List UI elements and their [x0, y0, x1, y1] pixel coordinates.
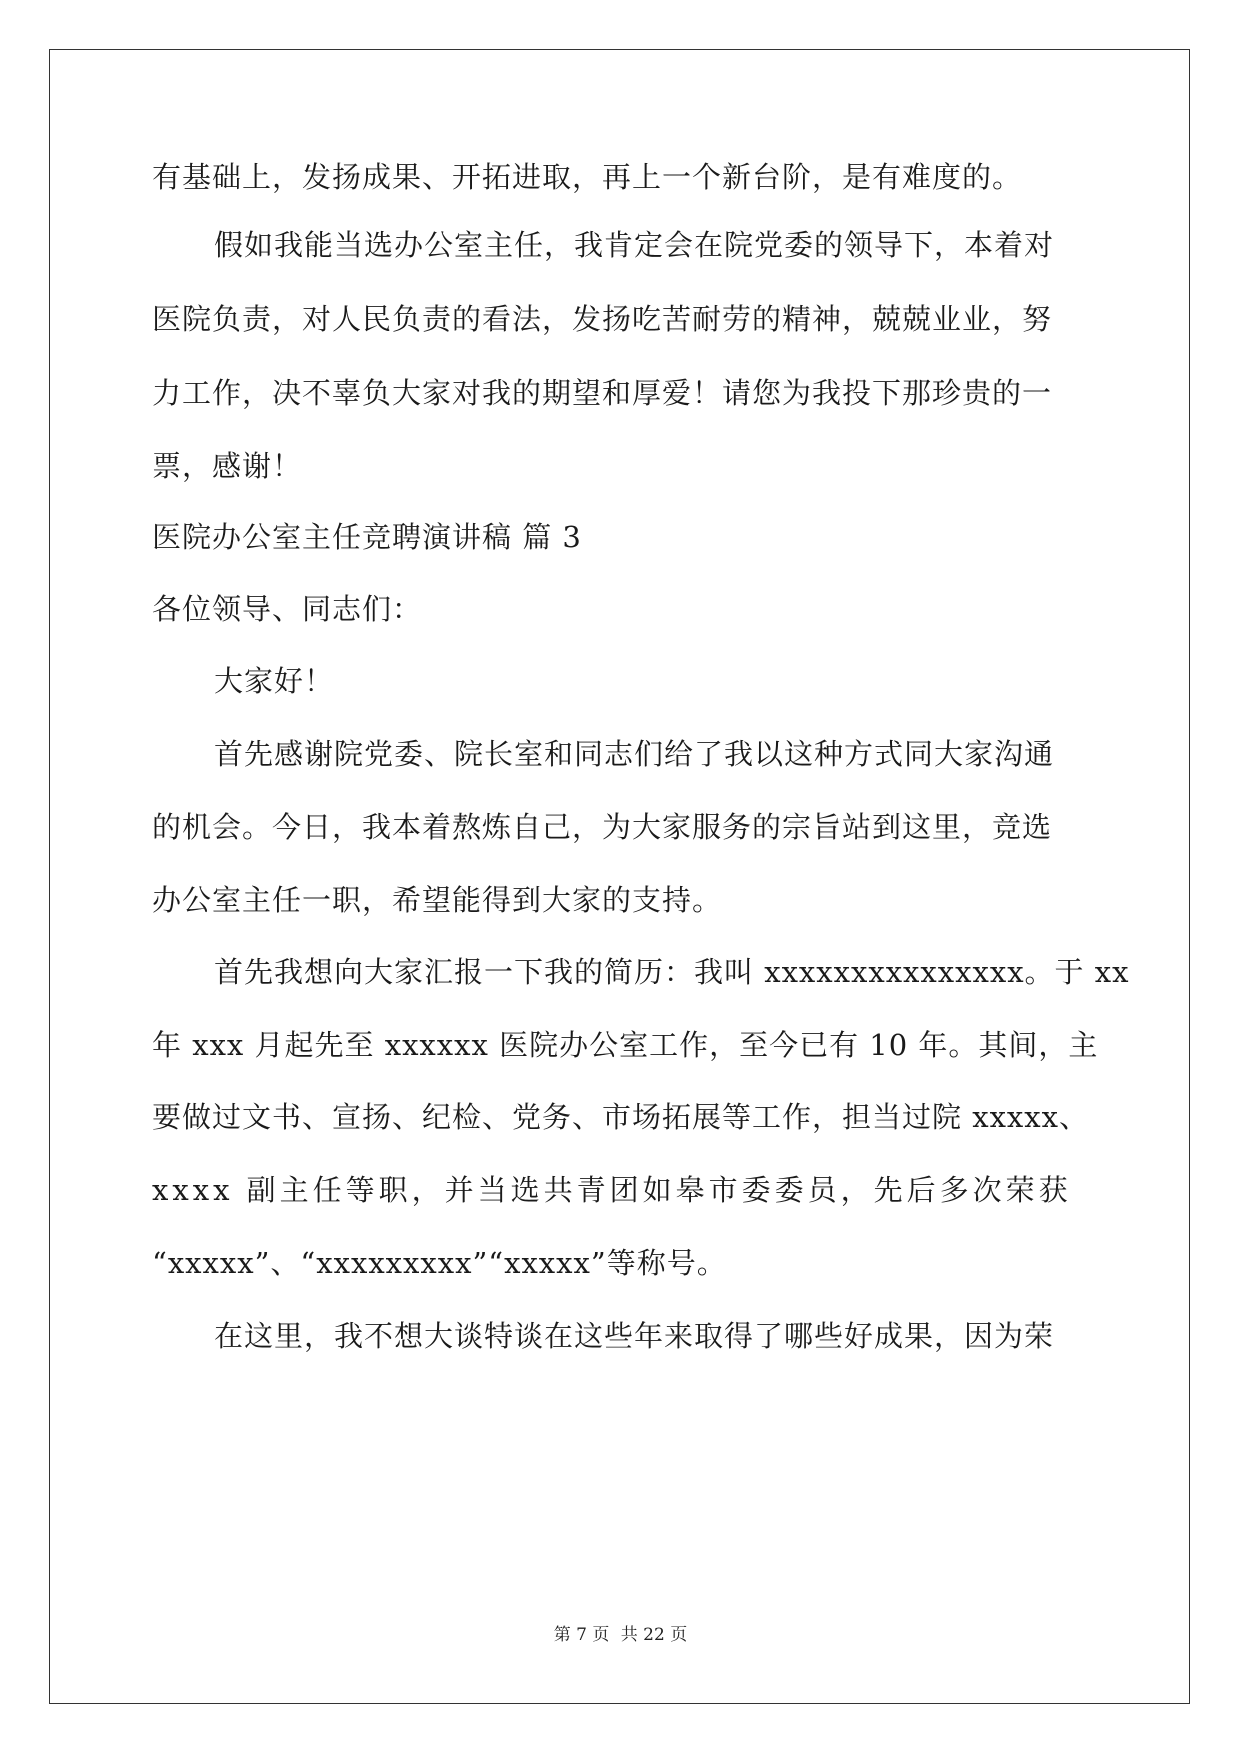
- page-total: 共 22 页: [620, 1625, 688, 1645]
- text-line: 票，感谢！: [152, 449, 303, 483]
- page-number: 第 7 页: [553, 1625, 610, 1645]
- section-heading: 医院办公室主任竞聘演讲稿 篇 3: [152, 520, 582, 554]
- text-line: xxxx 副主任等职，并当选共青团如皋市委委员，先后多次荣获: [152, 1173, 1072, 1207]
- text-line: 首先我想向大家汇报一下我的简历：我叫 xxxxxxxxxxxxxxx。于 xx: [214, 955, 1130, 989]
- page-footer: [0, 1625, 1241, 1645]
- text-line: 的机会。今日，我本着熬炼自己，为大家服务的宗旨站到这里，竞选: [152, 810, 1053, 844]
- page-border: [49, 49, 1190, 1704]
- text-line: 要做过文书、宣扬、纪检、党务、市场拓展等工作，担当过院 xxxxx、: [152, 1100, 1089, 1134]
- text-line: 首先感谢院党委、院长室和同志们给了我以这种方式同大家沟通: [214, 737, 1055, 771]
- salutation: 各位领导、同志们：: [152, 592, 423, 626]
- text-line: “xxxxx”、“xxxxxxxxx”“xxxxx”等称号。: [152, 1246, 727, 1280]
- text-line: 年 xxx 月起先至 xxxxxx 医院办公室工作，至今已有 10 年。其间，主: [152, 1028, 1099, 1062]
- text-line: 医院负责，对人民负责的看法，发扬吃苦耐劳的精神，兢兢业业，努: [152, 302, 1053, 336]
- greeting: 大家好！: [214, 664, 335, 698]
- text-line: 办公室主任一职，希望能得到大家的支持。: [152, 883, 723, 917]
- text-line: 在这里，我不想大谈特谈在这些年来取得了哪些好成果，因为荣: [214, 1319, 1055, 1353]
- text-line: 有基础上，发扬成果、开拓进取，再上一个新台阶，是有难度的。: [152, 160, 1023, 194]
- text-line: 假如我能当选办公室主任，我肯定会在院党委的领导下，本着对: [214, 228, 1055, 262]
- text-line: 力工作，决不辜负大家对我的期望和厚爱！请您为我投下那珍贵的一: [152, 376, 1053, 410]
